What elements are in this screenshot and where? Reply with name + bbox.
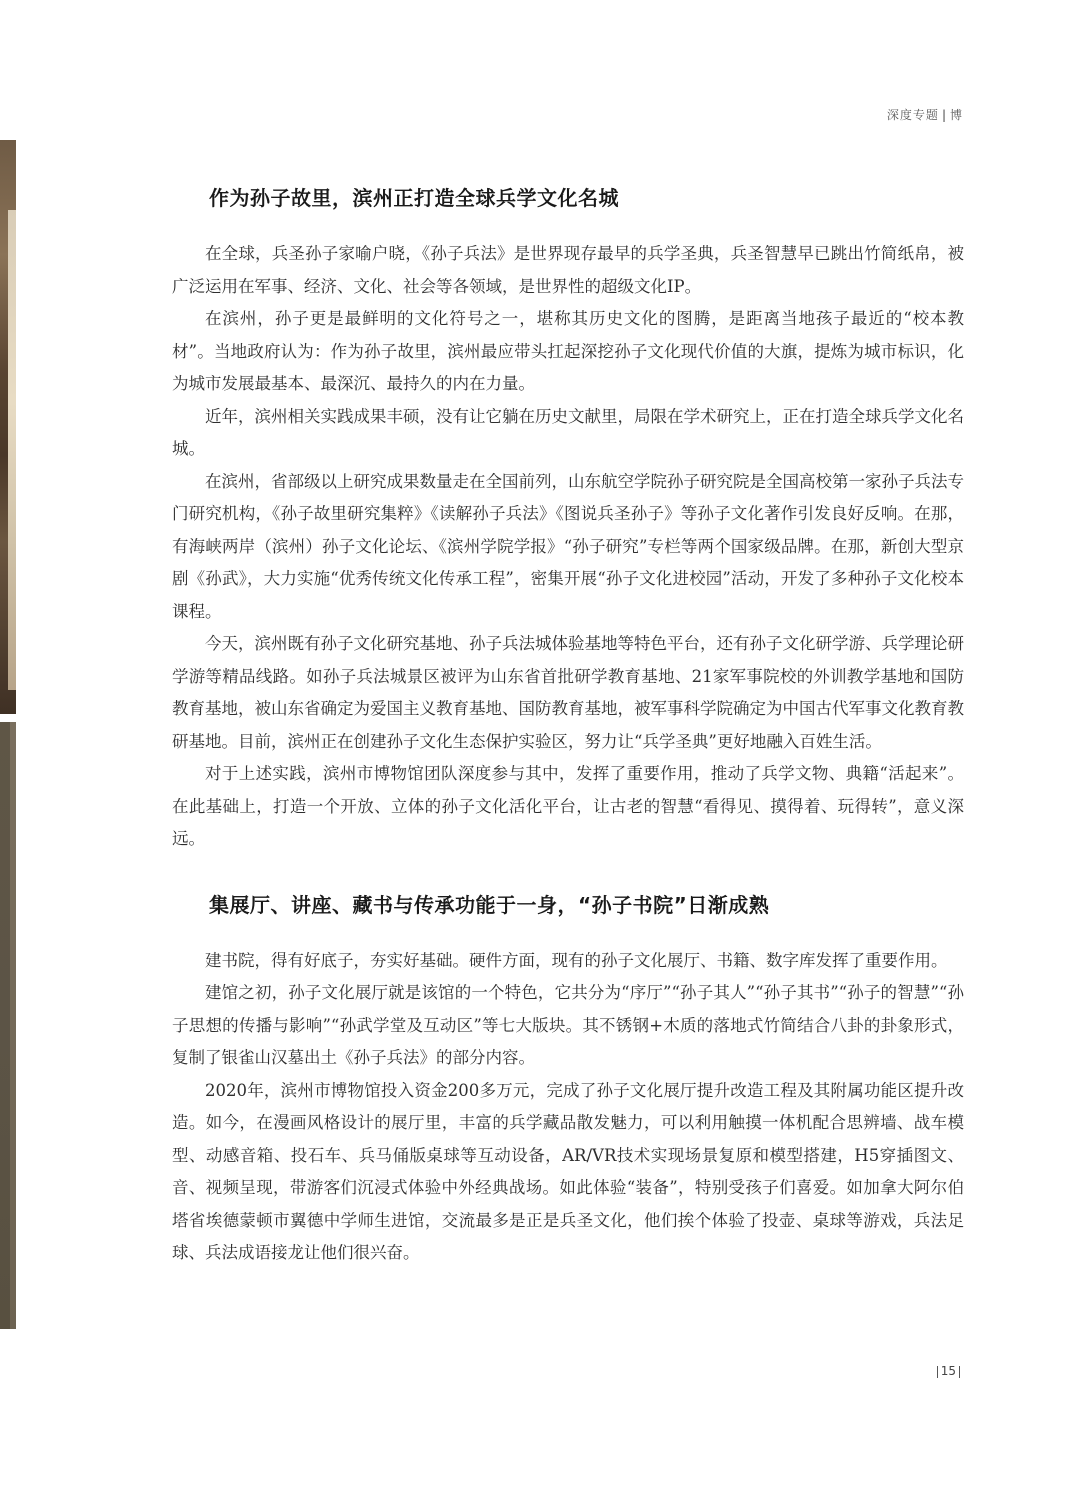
section-2-title: 集展厅、讲座、藏书与传承功能于一身，“孙子书院”日渐成熟 [209, 892, 770, 917]
running-head-separator: | [941, 108, 947, 122]
section-1-paragraph-4: 在滨州，省部级以上研究成果数量走在全国前列，山东航空学院孙子研究院是全国高校第一家孙子兵法专门研究机构，《孙子故里研究集粹》《读解孙子兵法》《图说兵圣孙子》等孙子文化著作引发良好反响。在那，有海峡两岸（滨州）孙子文化论坛、《滨州学院学报》“孙子研究”专栏等两个国家级品牌。在那，新创大型京剧《孙武》，大力实施“优秀传统文化传承工程”，密集开展“孙子文化进校园”活动，开发了多种孙子文化校本课程。 [172, 471, 964, 621]
article-body [172, 183, 964, 1270]
section-1-paragraph-5: 今天，滨州既有孙子文化研究基地、孙子兵法城体验基地等特色平台，还有孙子文化研学游、兵学理论研学游等精品线路。如孙子兵法城景区被评为山东省首批研学教育基地、21家军事院校的外训教学基地和国防教育基地，被山东省确定为爱国主义教育基地、国防教育基地，被军事科学院确定为中国古代军事文化教育教研基地。目前，滨州正在创建孙子文化生态保护实验区，努力让“兵学圣典”更好地融入百姓生活。 [172, 634, 964, 751]
section-1-title: 作为孙子故里，滨州正打造全球兵学文化名城 [209, 186, 619, 210]
section-2 [172, 890, 964, 1270]
section-1-paragraph-3: 近年，滨州相关实践成果丰硕，没有让它躺在历史文献里，局限在学术研究上，正在打造全球兵学文化名城。 [172, 406, 964, 458]
section-2-paragraph-3: 2020年，滨州市博物馆投入资金200多万元，完成了孙子文化展厅提升改造工程及其附属功能区提升改造。如今，在漫画风格设计的展厅里，丰富的兵学藏品散发魅力，可以利用触摸一体机配合思辨墙、战车模型、动感音箱、投石车、兵马俑版桌球等互动设备，AR/VR技术实现场景复原和模型搭建，H5穿插图文、音、视频呈现，带游客们沉浸式体验中外经典战场。如此体验“装备”，特别受孩子们喜爱。如加拿大阿尔伯塔省埃德蒙顿市翼德中学师生进馆，交流最多是正是兵圣文化，他们挨个体验了投壶、桌球等游戏，兵法足球、兵法成语接龙让他们很兴奋。 [172, 1080, 964, 1262]
running-head-column: 博 [949, 108, 963, 122]
section-1 [172, 183, 964, 856]
section-1-paragraph-1: 在全球，兵圣孙子家喻户晓，《孙子兵法》是世界现存最早的兵学圣典，兵圣智慧早已跳出竹简纸帛，被广泛运用在军事、经济、文化、社会等各领域，是世界性的超级文化IP。 [172, 244, 964, 296]
left-edge-photo-strip-top [0, 140, 16, 714]
page-number [934, 1364, 963, 1378]
left-edge-photo-strip-bottom [0, 722, 16, 1329]
section-1-paragraph-6: 对于上述实践，滨州市博物馆团队深度参与其中，发挥了重要作用，推动了兵学文物、典籍“活起来”。在此基础上，打造一个开放、立体的孙子文化活化平台，让古老的智慧“看得见、摸得着、玩得转”，意义深远。 [172, 764, 964, 848]
page-number-left-bar [937, 1366, 938, 1378]
left-edge-photo-detail-top [8, 210, 16, 690]
section-2-paragraph-2: 建馆之初，孙子文化展厅就是该馆的一个特色，它共分为“序厅”“孙子其人”“孙子其书”“孙子的智慧”“孙子思想的传播与影响”“孙武学堂及互动区”等七大版块。其不锈钢+木质的落地式竹简结合八卦的卦象形式，复制了银雀山汉墓出土《孙子兵法》的部分内容。 [172, 983, 964, 1067]
running-head-section: 深度专题 [886, 108, 939, 122]
section-1-paragraph-2: 在滨州，孙子更是最鲜明的文化符号之一，堪称其历史文化的图腾，是距离当地孩子最近的“校本教材”。当地政府认为：作为孙子故里，滨州最应带头扛起深挖孙子文化现代价值的大旗，提炼为城市标识，化为城市发展最基本、最深沉、最持久的内在力量。 [172, 309, 964, 393]
left-edge-photo-detail-bottom [10, 722, 16, 1329]
running-head [887, 106, 963, 123]
page-number-right-bar [959, 1366, 960, 1378]
section-2-paragraph-1: 建书院，得有好底子，夯实好基础。硬件方面，现有的孙子文化展厅、书籍、数字库发挥了重要作用。 [205, 950, 948, 970]
page-number-value: 15 [940, 1364, 956, 1378]
